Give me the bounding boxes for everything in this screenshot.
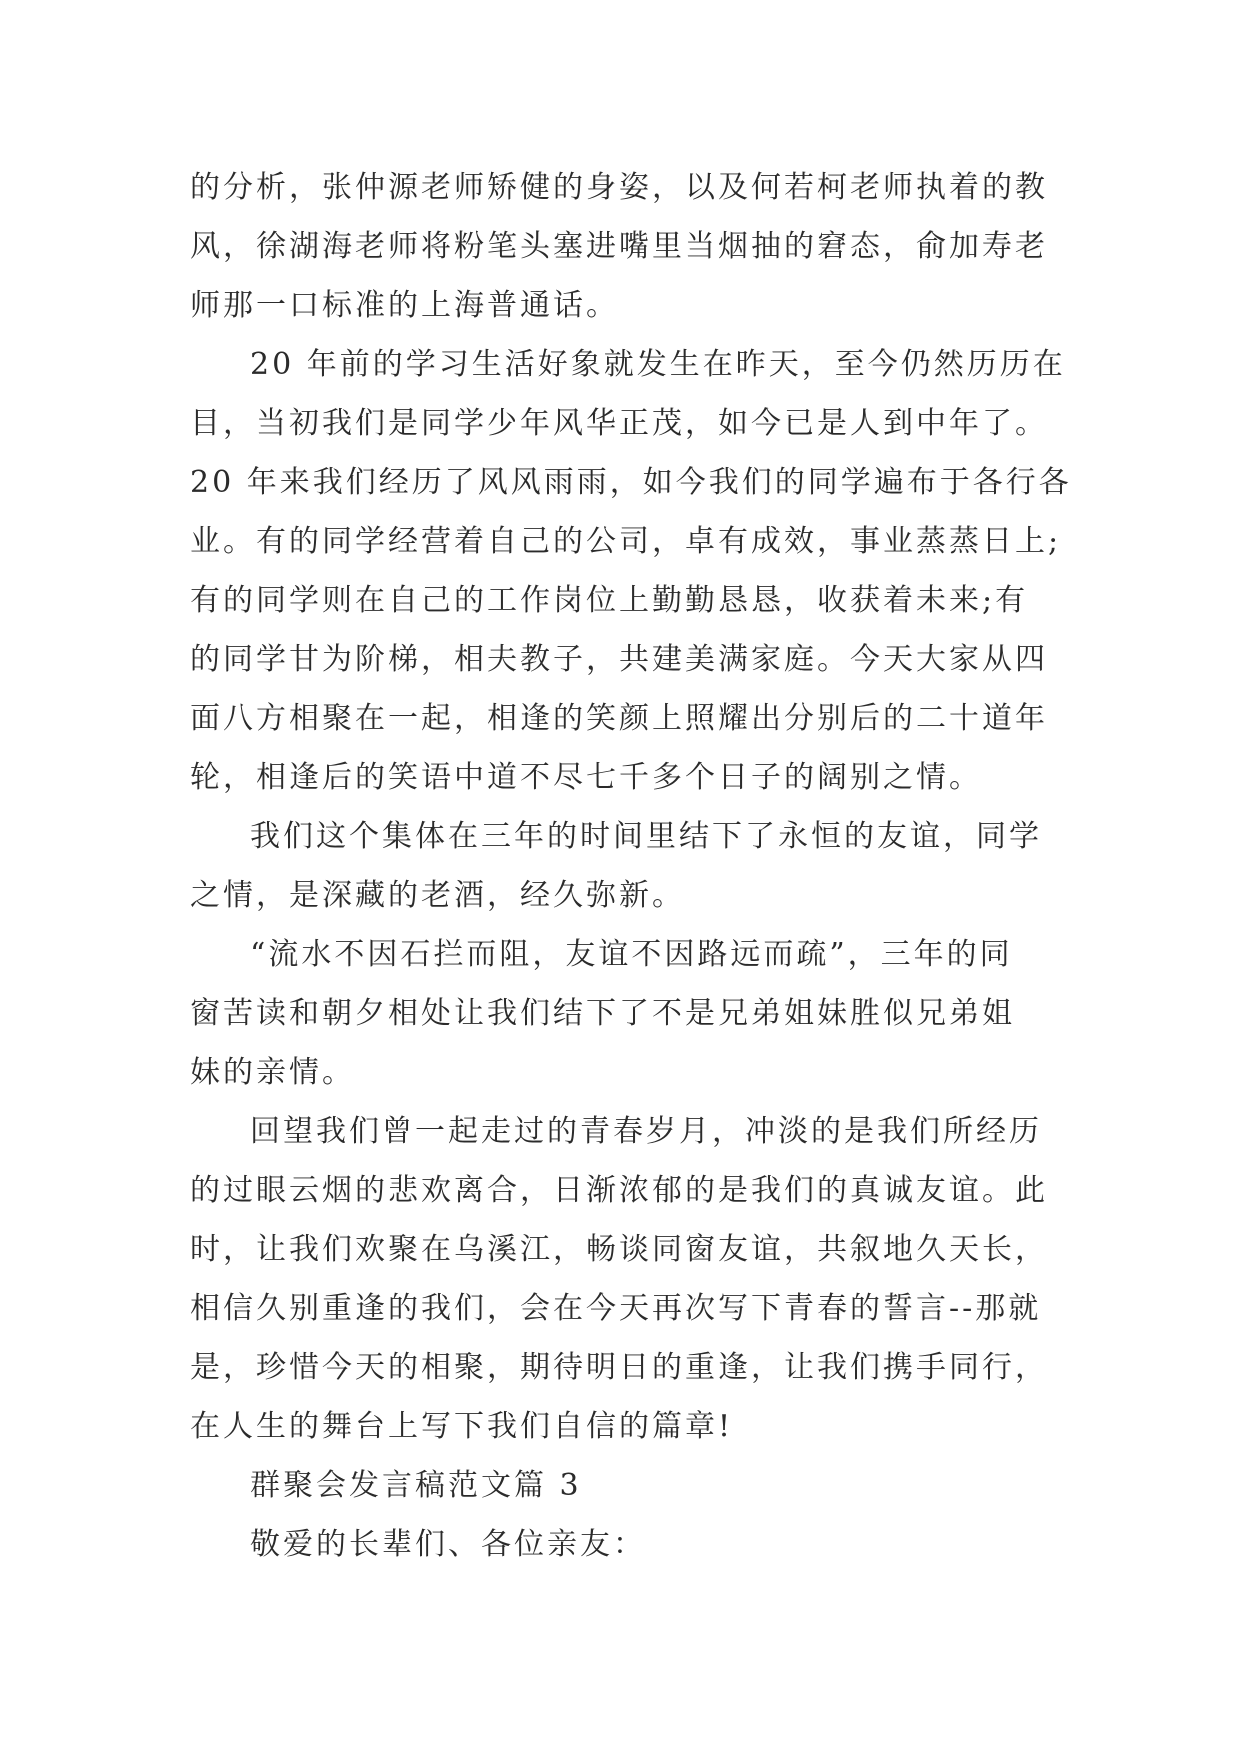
paragraph-line: 风，徐湖海老师将粉笔头塞进嘴里当烟抽的窘态，俞加寿老: [190, 229, 1048, 264]
paragraph-1: [190, 158, 1070, 335]
paragraph-line: “流水不因石拦而阻，友谊不因路远而疏”，三年的同: [250, 937, 1013, 972]
document-body: [190, 158, 1070, 1574]
paragraph-line: 面八方相聚在一起，相逢的笑颜上照耀出分别后的二十道年: [190, 701, 1048, 736]
section-title: [190, 1456, 1070, 1515]
paragraph-line: 业。有的同学经营着自己的公司，卓有成效，事业蒸蒸日上;: [190, 524, 1062, 559]
paragraph-line: 的分析，张仲源老师矫健的身姿，以及何若柯老师执着的教: [190, 170, 1048, 205]
paragraph-line: 是，珍惜今天的相聚，期待明日的重逢，让我们携手同行，: [190, 1350, 1048, 1385]
paragraph-line: 目，当初我们是同学少年风华正茂，如今已是人到中年了。: [190, 406, 1048, 441]
paragraph-2: [190, 335, 1070, 807]
paragraph-line: 在人生的舞台上写下我们自信的篇章!: [190, 1409, 734, 1444]
paragraph-line: 时，让我们欢聚在乌溪江，畅谈同窗友谊，共叙地久天长，: [190, 1232, 1048, 1267]
paragraph-5: [190, 1102, 1070, 1456]
paragraph-4: [190, 925, 1070, 1102]
paragraph-line: 师那一口标准的上海普通话。: [190, 288, 619, 323]
paragraph-line: 之情，是深藏的老酒，经久弥新。: [190, 878, 685, 913]
salutation: [190, 1515, 1070, 1574]
paragraph-line: 轮，相逢后的笑语中道不尽七千多个日子的阔别之情。: [190, 760, 982, 795]
paragraph-line: 相信久别重逢的我们，会在今天再次写下青春的誓言--那就: [190, 1291, 1042, 1326]
paragraph-line: 窗苦读和朝夕相处让我们结下了不是兄弟姐妹胜似兄弟姐: [190, 996, 1015, 1031]
paragraph-line: 的同学甘为阶梯，相夫教子，共建美满家庭。今天大家从四: [190, 642, 1048, 677]
paragraph-line: 我们这个集体在三年的时间里结下了永恒的友谊，同学: [250, 819, 1042, 854]
section-title-text: 群聚会发言稿范文篇 3: [250, 1468, 582, 1503]
paragraph-line: 的过眼云烟的悲欢离合，日渐浓郁的是我们的真诚友谊。此: [190, 1173, 1048, 1208]
paragraph-3: [190, 807, 1070, 925]
paragraph-line: 20 年前的学习生活好象就发生在昨天，至今仍然历历在: [250, 347, 1066, 382]
paragraph-line: 妹的亲情。: [190, 1055, 355, 1090]
paragraph-line: 回望我们曾一起走过的青春岁月，冲淡的是我们所经历: [250, 1114, 1042, 1149]
paragraph-line: 有的同学则在自己的工作岗位上勤勤恳恳，收获着未来;有: [190, 583, 1029, 618]
salutation-text: 敬爱的长辈们、各位亲友：: [250, 1527, 646, 1562]
paragraph-line: 20 年来我们经历了风风雨雨，如今我们的同学遍布于各行各: [190, 465, 1072, 500]
